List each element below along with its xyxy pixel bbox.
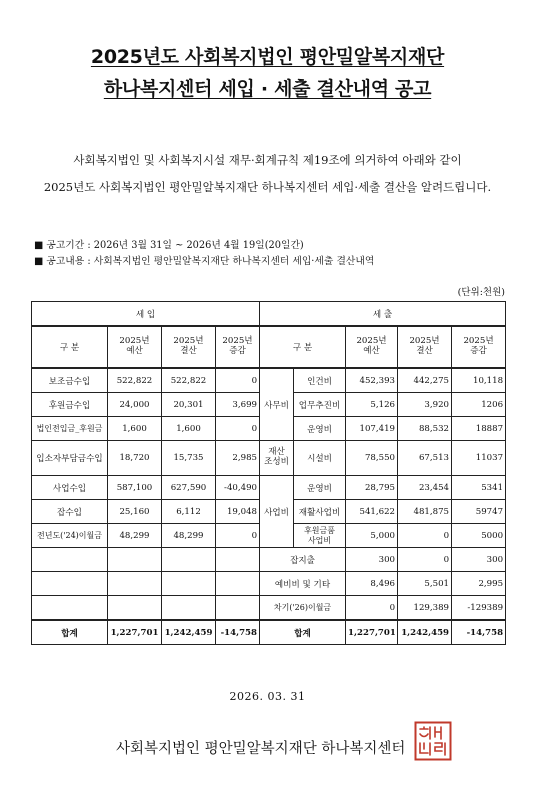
expense-settled-header: 2025년 결산 — [398, 326, 452, 368]
expense-item-budget: 5,000 — [346, 524, 398, 548]
expense-item-settled: 23,454 — [398, 476, 452, 500]
expense-total-label: 합계 — [260, 620, 346, 645]
expense-item-change: 5341 — [452, 476, 506, 500]
expense-item-name: 재활사업비 — [294, 500, 346, 524]
income-item-settled: 6,112 — [162, 500, 216, 524]
expense-change-header: 2025년 증감 — [452, 326, 506, 368]
expense-extra-budget: 300 — [346, 548, 398, 572]
expense-group-office: 사무비 — [260, 368, 294, 441]
income-item-name: 입소자부담금수입 — [32, 441, 108, 476]
announcement-date: 2026. 03. 31 — [229, 690, 306, 703]
income-item-settled: 522,822 — [162, 368, 216, 393]
expense-extra-settled: 129,389 — [398, 596, 452, 621]
expense-item-name: 시설비 — [294, 441, 346, 476]
income-total-settled: 1,242,459 — [162, 620, 216, 645]
expense-extra-name: 잡지출 — [260, 548, 346, 572]
income-item-name: 잡수입 — [32, 500, 108, 524]
expense-extra-budget: 0 — [346, 596, 398, 621]
notice-period: ■ 공고기간 : 2026년 3월 31일 ~ 2026년 4월 19일(20일간) — [34, 240, 304, 251]
intro-line-1: 사회복지법인 및 사회복지시설 재무·회계규칙 제19조에 의거하여 아래와 같이 — [73, 153, 462, 167]
expense-extra-change: 2,995 — [452, 572, 506, 596]
official-seal-stamp — [414, 721, 452, 761]
expense-group-facility: 재산 조성비 — [260, 441, 294, 476]
income-item-name: 전년도('24)이월금 — [32, 524, 108, 548]
expense-item-change: 5000 — [452, 524, 506, 548]
income-item-budget: 587,100 — [108, 476, 162, 500]
income-item-settled: 20,301 — [162, 393, 216, 417]
income-item-budget: 48,299 — [108, 524, 162, 548]
expense-item-settled: 3,920 — [398, 393, 452, 417]
expense-extra-name: 예비비 및 기타 — [260, 572, 346, 596]
expense-item-change: 59747 — [452, 500, 506, 524]
income-item-change: 19,048 — [216, 500, 260, 524]
income-total-label: 합계 — [32, 620, 108, 645]
income-category-header: 구 분 — [32, 326, 108, 368]
expense-extra-change: -129389 — [452, 596, 506, 621]
income-section-header: 세 입 — [32, 302, 260, 327]
document-title-line-1: 2025년도 사회복지법인 평안밀알복지재단 — [90, 46, 445, 68]
income-item-budget: 522,822 — [108, 368, 162, 393]
expense-extra-name: 차기('26)이월금 — [260, 596, 346, 621]
expense-item-budget: 107,419 — [346, 417, 398, 441]
income-settled-header: 2025년 결산 — [162, 326, 216, 368]
expense-item-change: 1206 — [452, 393, 506, 417]
table-row — [32, 548, 506, 572]
expense-item-name: 후원금품 사업비 — [294, 524, 346, 548]
expense-total-change: -14,758 — [452, 620, 506, 645]
expense-item-settled: 88,532 — [398, 417, 452, 441]
income-item-name: 법인전입금_후원금 — [32, 417, 108, 441]
expense-item-budget: 452,393 — [346, 368, 398, 393]
expense-item-settled: 67,513 — [398, 441, 452, 476]
income-item-settled: 627,590 — [162, 476, 216, 500]
table-row — [32, 572, 506, 596]
expense-item-change: 10,118 — [452, 368, 506, 393]
table-row — [32, 476, 506, 500]
expense-item-budget: 5,126 — [346, 393, 398, 417]
expense-group-project: 사업비 — [260, 476, 294, 548]
expense-total-settled: 1,242,459 — [398, 620, 452, 645]
expense-item-name: 업무추진비 — [294, 393, 346, 417]
expense-extra-settled: 0 — [398, 548, 452, 572]
income-total-change: -14,758 — [216, 620, 260, 645]
expense-item-name: 운영비 — [294, 476, 346, 500]
intro-line-2: 2025년도 사회복지법인 평안밀알복지재단 하나복지센터 세입·세출 결산을 알려드립니다. — [43, 180, 492, 194]
notice-content: ■ 공고내용 : 사회복지법인 평안밀알복지재단 하나복지센터 세입·세출 결산내역 — [34, 256, 375, 267]
income-total-budget: 1,227,701 — [108, 620, 162, 645]
expense-category-header: 구 분 — [260, 326, 346, 368]
settlement-table — [31, 301, 506, 645]
expense-total-budget: 1,227,701 — [346, 620, 398, 645]
income-item-budget: 18,720 — [108, 441, 162, 476]
income-item-change: 0 — [216, 524, 260, 548]
income-item-settled: 48,299 — [162, 524, 216, 548]
expense-budget-header: 2025년 예산 — [346, 326, 398, 368]
expense-section-header: 세 출 — [260, 302, 506, 327]
income-item-name: 사업수입 — [32, 476, 108, 500]
income-item-settled: 1,600 — [162, 417, 216, 441]
unit-label: (단위:천원) — [457, 287, 505, 298]
expense-item-change: 18887 — [452, 417, 506, 441]
expense-item-budget: 78,550 — [346, 441, 398, 476]
expense-item-settled: 481,875 — [398, 500, 452, 524]
document-title-line-2: 하나복지센터 세입 · 세출 결산내역 공고 — [103, 78, 432, 100]
expense-item-name: 운영비 — [294, 417, 346, 441]
table-row — [32, 441, 506, 476]
income-item-name: 보조금수입 — [32, 368, 108, 393]
expense-item-budget: 28,795 — [346, 476, 398, 500]
expense-extra-settled: 5,501 — [398, 572, 452, 596]
expense-item-settled: 442,275 — [398, 368, 452, 393]
expense-item-budget: 541,622 — [346, 500, 398, 524]
organization-name: 사회복지법인 평안밀알복지재단 하나복지센터 — [116, 741, 406, 757]
income-change-header: 2025년 증감 — [216, 326, 260, 368]
income-item-change: 0 — [216, 417, 260, 441]
income-item-budget: 24,000 — [108, 393, 162, 417]
income-item-name: 후원금수입 — [32, 393, 108, 417]
table-row — [32, 368, 506, 393]
expense-item-settled: 0 — [398, 524, 452, 548]
income-item-change: 2,985 — [216, 441, 260, 476]
expense-extra-change: 300 — [452, 548, 506, 572]
expense-item-change: 11037 — [452, 441, 506, 476]
income-budget-header: 2025년 예산 — [108, 326, 162, 368]
income-item-settled: 15,735 — [162, 441, 216, 476]
table-row — [32, 596, 506, 621]
income-item-budget: 25,160 — [108, 500, 162, 524]
expense-item-name: 인건비 — [294, 368, 346, 393]
income-item-change: -40,490 — [216, 476, 260, 500]
income-item-budget: 1,600 — [108, 417, 162, 441]
expense-extra-budget: 8,496 — [346, 572, 398, 596]
totals-row — [32, 620, 506, 645]
income-item-change: 3,699 — [216, 393, 260, 417]
income-item-change: 0 — [216, 368, 260, 393]
